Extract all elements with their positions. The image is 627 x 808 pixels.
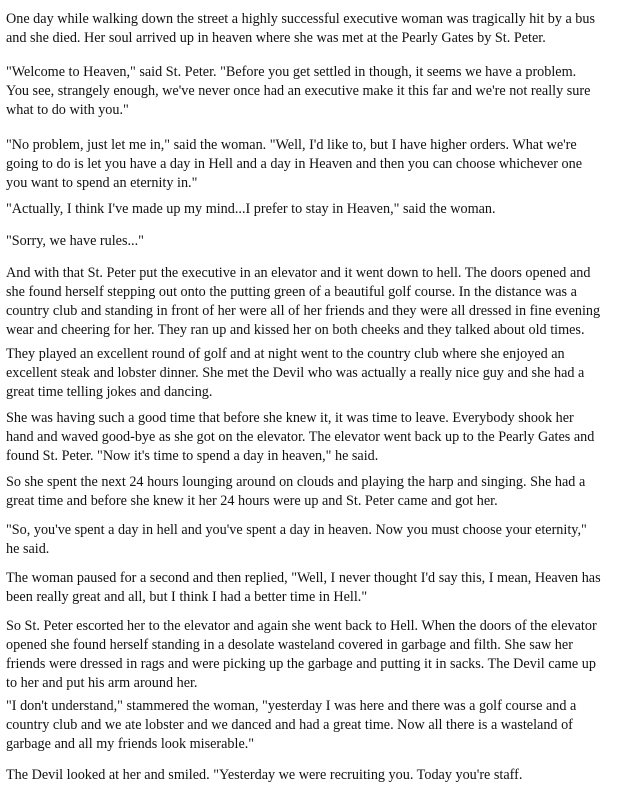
- paragraph-12: [6, 617, 612, 693]
- text-line: "I don't understand," stammered the woman, "yesterday I was here and there was a golf course and a: [6, 698, 577, 714]
- text-line: "Sorry, we have rules...": [6, 233, 144, 249]
- text-line: what to do with you.": [6, 102, 129, 118]
- text-line: you want to spend an eternity in.": [6, 175, 198, 191]
- text-line: excellent steak and lobster dinner. She met the Devil who was actually a really nice guy and she had a: [6, 365, 585, 381]
- text-line: One day while walking down the street a highly successful executive woman was tragically hit by a bus: [6, 11, 596, 27]
- paragraph-8: [6, 409, 612, 466]
- text-line: country club and we ate lobster and we danced and had a great time. Now all there is a wasteland of: [6, 717, 573, 733]
- text-line: The woman paused for a second and then replied, "Well, I never thought I'd say this, I mean, Heaven has: [6, 570, 601, 586]
- paragraph-13: [6, 697, 612, 754]
- paragraph-4: [6, 200, 612, 219]
- text-line: "No problem, just let me in," said the woman. "Well, I'd like to, but I have higher orders. What we're: [6, 137, 577, 153]
- paragraph-10: [6, 521, 612, 559]
- text-line: So she spent the next 24 hours lounging around on clouds and playing the harp and singing. She had a: [6, 474, 586, 490]
- text-line: friends were dressed in rags and were picking up the garbage and putting it in sacks. The Devil came up: [6, 656, 596, 672]
- text-line: So St. Peter escorted her to the elevator and again she went back to Hell. When the doors of the elevator: [6, 618, 597, 634]
- paragraph-11: [6, 569, 612, 607]
- paragraph-7: [6, 345, 612, 402]
- text-line: great time and before she knew it her 24 hours were up and St. Peter came and got her.: [6, 493, 498, 509]
- paragraph-5: [6, 232, 612, 251]
- paragraph-9: [6, 473, 612, 511]
- text-line: "So, you've spent a day in hell and you've spent a day in heaven. Now you must choose your eternity,": [6, 522, 587, 538]
- text-line: and she died. Her soul arrived up in heaven where she was met at the Pearly Gates by St. Peter.: [6, 30, 546, 46]
- text-line: garbage and all my friends look miserable.": [6, 736, 255, 752]
- text-line: been really great and all, but I think I had a better time in Hell.": [6, 589, 368, 605]
- paragraph-6: [6, 264, 612, 340]
- text-line: They played an excellent round of golf and at night went to the country club where she enjoyed an: [6, 346, 565, 362]
- text-line: found St. Peter. "Now it's time to spend a day in heaven," he said.: [6, 448, 379, 464]
- text-line: hand and waved good-bye as she got on the elevator. The elevator went back up to the Pearly Gates and: [6, 429, 595, 445]
- text-line: The Devil looked at her and smiled. "Yesterday we were recruiting you. Today you're staff.: [6, 767, 523, 783]
- text-line: wear and cheering for her. They ran up and kissed her on both cheeks and they talked about old times.: [6, 322, 585, 338]
- text-line: going to do is let you have a day in Hell and a day in Heaven and then you can choose whichever one: [6, 156, 582, 172]
- text-line: country club and standing in front of her were all of her friends and they were all dressed in fine evening: [6, 303, 601, 319]
- paragraph-3: [6, 136, 612, 193]
- text-line: she found herself stepping out onto the putting green of a beautiful golf course. In the distance was a: [6, 284, 577, 300]
- paragraph-2: [6, 63, 612, 120]
- clipped-top-line: [6, 0, 606, 3]
- text-line: he said.: [6, 541, 50, 557]
- paragraph-14: [6, 766, 612, 785]
- text-line: "Actually, I think I've made up my mind...I prefer to stay in Heaven," said the woman.: [6, 201, 496, 217]
- text-line: opened she found herself standing in a desolate wasteland covered in garbage and filth. She saw her: [6, 637, 573, 653]
- text-line: great time telling jokes and dancing.: [6, 384, 213, 400]
- text-line: She was having such a good time that before she knew it, it was time to leave. Everybody shook her: [6, 410, 574, 426]
- text-line: to her and put his arm around her.: [6, 675, 198, 691]
- paragraph-1: [6, 10, 612, 48]
- text-line: You see, strangely enough, we've never once had an executive make it this far and we're not really sure: [6, 83, 591, 99]
- text-line: "Welcome to Heaven," said St. Peter. "Before you get settled in though, it seems we have a problem.: [6, 64, 577, 80]
- text-line: And with that St. Peter put the executive in an elevator and it went down to hell. The doors opened and: [6, 265, 591, 281]
